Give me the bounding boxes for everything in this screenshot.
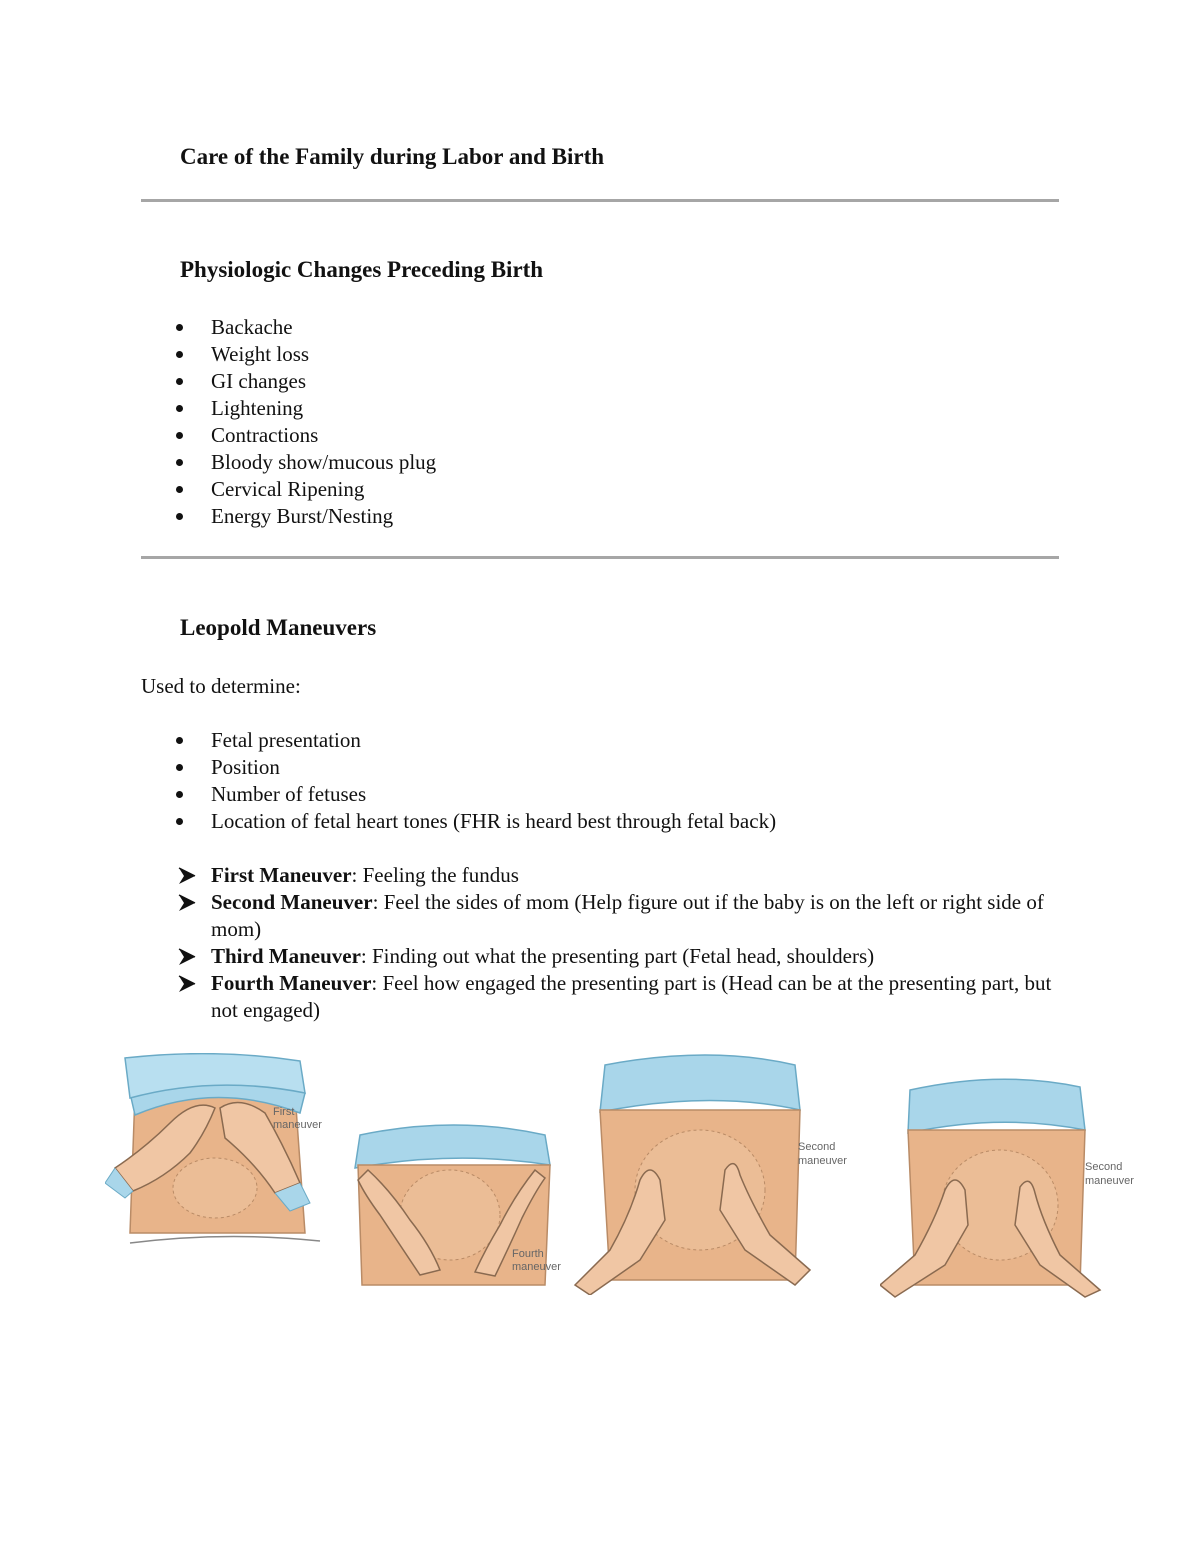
list-item: GI changes — [172, 368, 436, 395]
list-item: Bloody show/mucous plug — [172, 449, 436, 476]
maneuver-item — [172, 943, 1052, 970]
maneuver-description: : Feel the sides of mom (Help figure out if the baby is on the left or right side of mom) — [211, 890, 1044, 941]
arrowhead-bullet-icon — [178, 975, 196, 993]
document-title: Care of the Family during Labor and Birth — [180, 144, 605, 169]
list-item: Energy Burst/Nesting — [172, 503, 436, 530]
list-item: Backache — [172, 314, 436, 341]
intro-text: Used to determine: — [141, 674, 301, 698]
arrowhead-bullet-icon — [178, 948, 196, 966]
figure-caption: maneuver — [273, 1119, 322, 1131]
maneuver-name: Second Maneuver — [211, 890, 373, 914]
list-item: Fetal presentation — [172, 727, 776, 754]
maneuver-description: : Finding out what the presenting part (Fetal head, shoulders) — [360, 944, 875, 968]
second-maneuver-illustration-2 — [880, 1075, 1145, 1300]
list-item: Weight loss — [172, 341, 436, 368]
section-heading-leopold-maneuvers: Leopold Maneuvers — [180, 615, 377, 640]
figure-caption: maneuver — [512, 1261, 561, 1273]
figure-caption: maneuver — [798, 1155, 847, 1167]
maneuver-name: Fourth Maneuver — [211, 971, 372, 995]
maneuver-list — [172, 862, 1052, 1024]
figure-caption: First — [273, 1106, 295, 1118]
arrowhead-bullet-icon — [178, 894, 196, 912]
figure-caption: Second — [798, 1141, 836, 1153]
list-item: Cervical Ripening — [172, 476, 436, 503]
physiologic-changes-list — [172, 314, 436, 530]
second-maneuver-illustration — [570, 1050, 870, 1295]
divider — [141, 199, 1059, 202]
list-item: Contractions — [172, 422, 436, 449]
fourth-maneuver-illustration — [350, 1120, 565, 1300]
leopold-illustrations — [100, 1045, 1150, 1305]
section-heading-physiologic-changes: Physiologic Changes Preceding Birth — [180, 257, 544, 282]
divider — [141, 556, 1059, 559]
list-item: Position — [172, 754, 776, 781]
list-item: Lightening — [172, 395, 436, 422]
arrowhead-bullet-icon — [178, 867, 196, 885]
maneuver-description: : Feeling the fundus — [351, 863, 519, 887]
maneuver-item — [172, 970, 1052, 1024]
first-maneuver-illustration — [105, 1053, 335, 1253]
figure-caption: maneuver — [1085, 1175, 1134, 1187]
maneuver-description: : Feel how engaged the presenting part is (Head can be at the presenting part, but not engaged) — [211, 971, 1052, 1022]
maneuver-name: Third Maneuver — [211, 944, 361, 968]
list-item: Location of fetal heart tones (FHR is heard best through fetal back) — [172, 808, 776, 835]
maneuver-item — [172, 889, 1052, 943]
figure-caption: Fourth — [512, 1248, 544, 1260]
figure-caption: Second — [1085, 1161, 1123, 1173]
maneuver-name: First Maneuver — [211, 863, 352, 887]
list-item: Number of fetuses — [172, 781, 776, 808]
leopold-purpose-list — [172, 727, 776, 835]
maneuver-item — [172, 862, 1052, 889]
